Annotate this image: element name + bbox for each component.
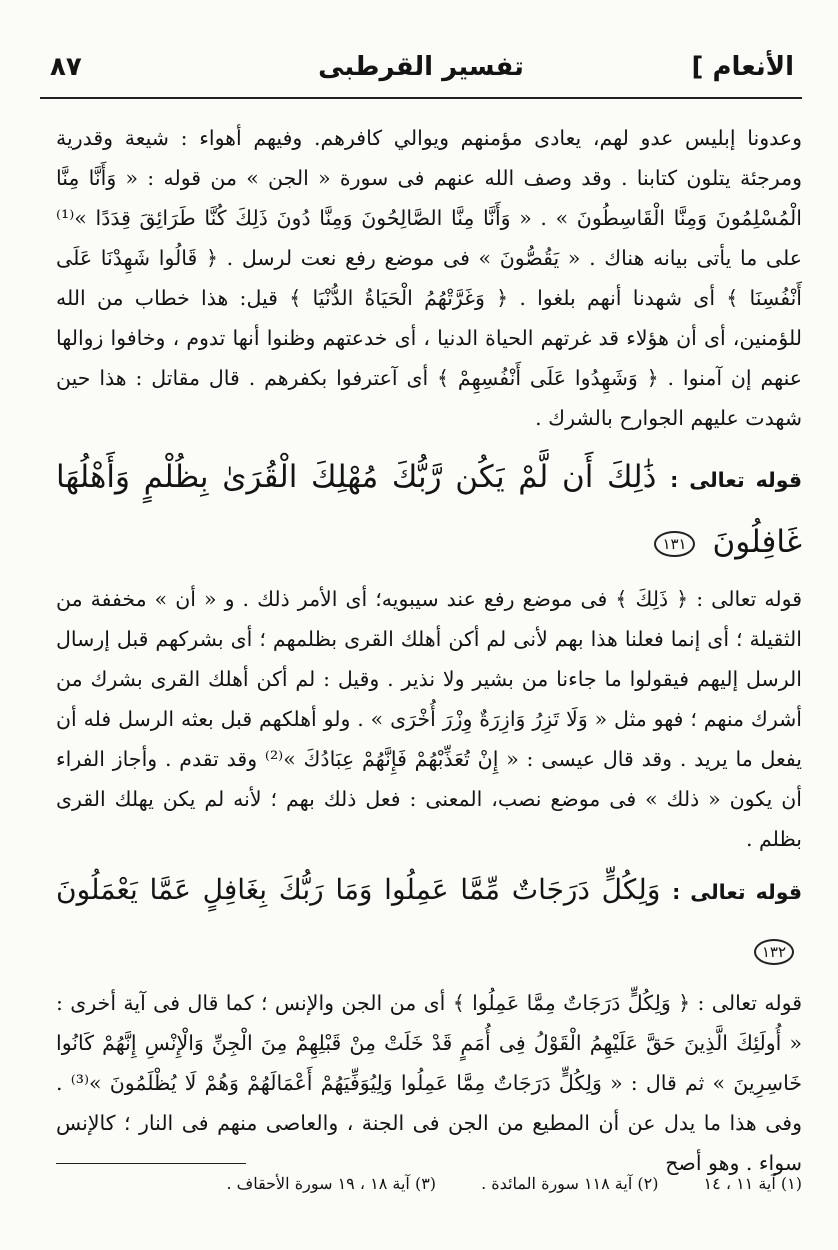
footnote-1: (١) آية ١١ ، ١٤ — [703, 1174, 802, 1193]
footnote-divider — [56, 1163, 246, 1164]
page-header — [40, 52, 802, 96]
verse-132 — [56, 859, 802, 983]
verse-text: وَلِكُلٍّ دَرَجَاتٌ مِّمَّا عَمِلُوا وَمَا رَبُّكَ بِغَافِلٍ عَمَّا يَعْمَلُونَ — [56, 873, 661, 906]
verse-131 — [56, 438, 802, 579]
verse-lead: قوله تعالى : — [672, 880, 802, 904]
paragraph-2: قوله تعالى : ﴿ ذَلِكَ ﴾ فى موضع رفع عند سيبويه؛ أى الأمر ذلك . و « أن » مخففة من الثقيلة ؛ أى إنما فعلنا هذا بهم لأنى لم أكن أهلك القرى بظلمهم ؛ أى بشركهم قبل إرسال الرسل إليهم فيقولوا ما جاءنا من بشير ولا نذير . وقيل : لم أكن أهلك القرى بشرك من أشرك منهم ؛ فهو مثل « وَلَا تَزِرُ وَازِرَةٌ وِزْرَ أُخْرَى » . ولو أهلكهم قبل بعثه الرسل فله أن يفعل ما يريد . وقد قال عيسى : « إِنْ تُعَذِّبْهُمْ فَإِنَّهُمْ عِبَادُكَ »⁽²⁾ وقد تقدم . وأجاز الفراء أن يكون « ذلك » فى موضع نصب، المعنى : فعل ذلك بهم ؛ لأنه لم يكن يهلك القرى بظلم . — [56, 587, 802, 851]
paragraph-1: وعدونا إبليس عدو لهم، يعادى مؤمنهم ويوالي كافرهم. وفيهم أهواء : شيعة وقدرية ومرجئة يتلون كتابنا . وقد وصف الله عنهم فى سورة « الجن » من قوله : « وَأَنَّا مِنَّا الْمُسْلِمُونَ وَمِنَّا الْقَاسِطُونَ » . « وَأَنَّا مِنَّا الصَّالِحُونَ وَمِنَّا دُونَ ذَلِكَ كُنَّا طَرَائِقَ قِدَدًا »⁽¹⁾ على ما يأتى بيانه هناك . « يَقُصُّونَ » فى موضع رفع نعت لرسل . ﴿ قَالُوا شَهِدْنَا عَلَى أَنْفُسِنَا ﴾ أى شهدنا أنهم بلغوا . ﴿ وَغَرَّتْهُمُ الْحَيَاةُ الدُّنْيَا ﴾ قيل: هذا خطاب من الله للؤمنين، أى أن هؤلاء قد غرتهم الحياة الدنيا ، أى خدعتهم وظنوا أنها تدوم ، وخافوا زوالها عنهم إن آمنوا . ﴿ وَشَهِدُوا عَلَى أَنْفُسِهِمْ ﴾ أى آعترفوا بكفرهم . قال مقاتل : هذا حين شهدت عليهم الجوارح بالشرك . — [56, 126, 802, 430]
book-title: تفسير القرطبى — [318, 52, 524, 82]
paragraph-3: قوله تعالى : ﴿ وَلِكُلٍّ دَرَجَاتٌ مِمَّا عَمِلُوا ﴾ أى من الجن والإنس ؛ كما قال فى آية أخرى : « أُولَئِكَ الَّذِينَ حَقَّ عَلَيْهِمُ الْقَوْلُ فِى أُمَمٍ قَدْ خَلَتْ مِنْ قَبْلِهِمْ مِنَ الْجِنِّ وَالْإِنْسِ إِنَّهُمْ كَانُوا خَاسِرِينَ » ثم قال : « وَلِكُلٍّ دَرَجَاتٌ مِمَّا عَمِلُوا وَلِيُوَفِّيَهُمْ أَعْمَالَهُمْ وَهُمْ لَا يُظْلَمُونَ »⁽³⁾ . وفى هذا ما يدل عن أن المطيع من الجن فى الجنة ، والعاصى منهم فى النار ؛ كالإنس سواء . وهو أصح — [56, 991, 802, 1175]
page-body — [56, 118, 802, 1183]
footnote-3: (٣) آية ١٨ ، ١٩ سورة الأحقاف . — [226, 1174, 437, 1193]
page-number: ٨٧ — [50, 52, 82, 82]
footnote-2: (٢) آية ١١٨ سورة المائدة . — [481, 1174, 659, 1193]
header-divider — [40, 97, 802, 99]
verse-text: ذَٰلِكَ أَن لَّمْ يَكُن رَّبُّكَ مُهْلِكَ الْقُرَىٰ بِظُلْمٍ وَأَهْلُهَا غَافِلُونَ — [56, 459, 802, 560]
surah-name: الأنعام ] — [691, 52, 794, 82]
ayah-number-mark: ١٣١ — [654, 531, 694, 557]
ayah-number-mark: ١٣٢ — [754, 939, 794, 965]
verse-lead: قوله تعالى : — [670, 468, 802, 492]
footnotes — [56, 1170, 802, 1198]
